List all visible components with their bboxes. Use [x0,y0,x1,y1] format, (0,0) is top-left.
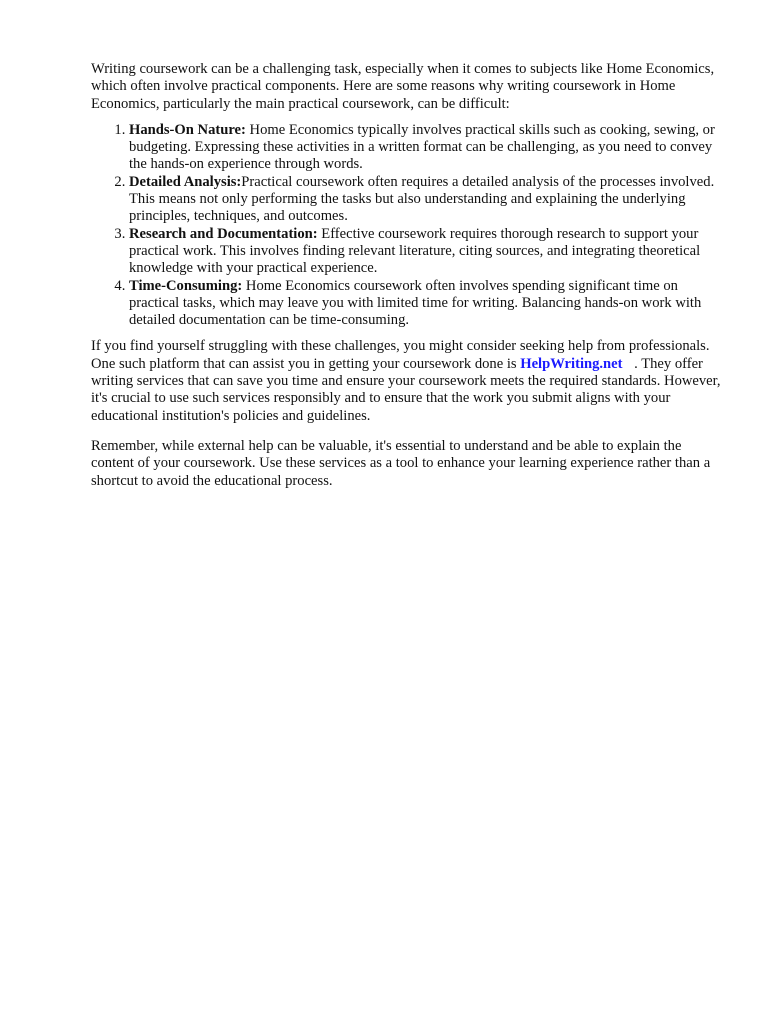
reason-text: Effective coursework requires thorough research to support your practical work. This involves finding relevant literature, citing sources, and integrating theoretical knowledge with your practical experience. [129,225,701,277]
reasons-list [91,122,723,330]
list-item [129,174,723,226]
intro-paragraph: Writing coursework can be a challenging task, especially when it comes to subjects like Home Economics, which often involve practical components. Here are some reasons why writing coursework in Home Economics, particularly the main practical coursework, can be difficult: [91,61,715,112]
reason-term: Hands-On Nature: [129,121,246,138]
help-paragraph [91,338,723,424]
reason-term: Detailed Analysis: [129,173,242,190]
help-text-before: If you find yourself struggling with these challenges, you might consider seeking help from professionals. One such platform that can assist you in getting your coursework done is [91,338,710,372]
list-item [129,278,723,330]
list-item [129,226,723,278]
reason-text: Practical coursework often requires a detailed analysis of the processes involved. This means not only performing the tasks but also understanding and explaining the underlying principles, techniques, and outcomes. [129,173,715,225]
reason-term: Research and Documentation: [129,225,318,242]
reason-term: Time-Consuming: [129,277,243,294]
list-item [129,122,723,174]
help-text-after: . They offer writing services that can save you time and ensure your coursework meets the required standards. However, it's crucial to use such services responsibly and to ensure that the work you submit aligns with your educational institution's policies and guidelines. [91,355,721,424]
reason-text: Home Economics coursework often involves spending significant time on practical tasks, which may leave you with limited time for writing. Balancing hands-on work with detailed documentation can be time-consuming. [129,277,702,329]
closing-paragraph: Remember, while external help can be valuable, it's essential to understand and be able to explain the content of your coursework. Use these services as a tool to enhance your learning experience rather than a shortcut to avoid the educational process. [91,437,711,489]
document-page [91,61,723,490]
helpwriting-link[interactable]: HelpWriting.net [520,355,623,372]
reason-text: Home Economics typically involves practical skills such as cooking, sewing, or budgeting. Expressing these activities in a written format can be challenging, as you need to convey the hands-on experience through words. [129,121,715,173]
